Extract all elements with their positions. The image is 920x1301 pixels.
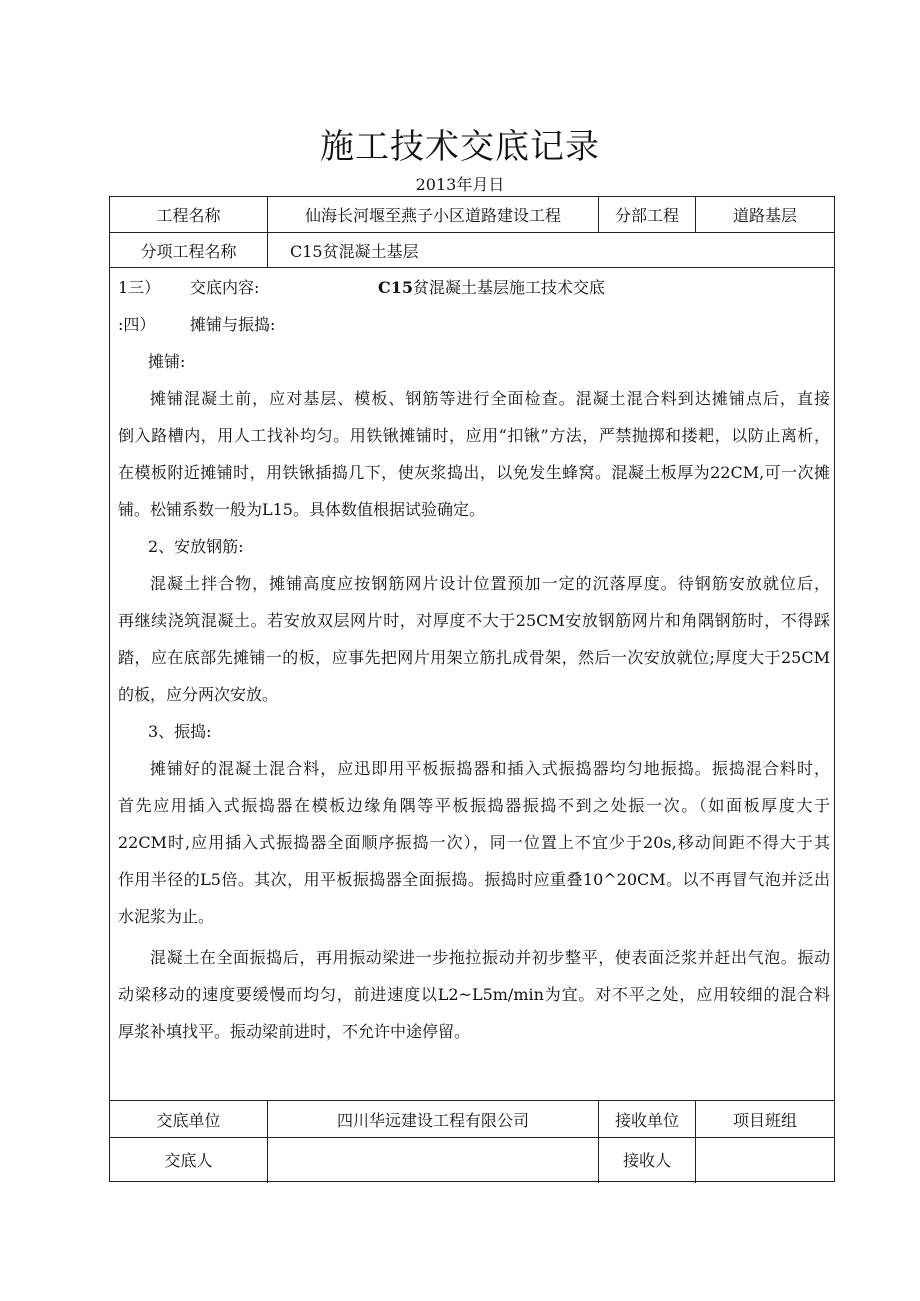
section-number: 1三） — [118, 278, 161, 297]
section-title-text: 贫混凝土基层施工技术交底 — [413, 278, 606, 297]
section-title-code: C15 — [378, 278, 413, 297]
person-label: 交底人 — [164, 1151, 213, 1170]
item2-line: 再继续浇筑混凝土。若安放双层网片时，对厚度不大于25CM安放钢筋网片和角隅钢筋时，不得踩 — [118, 611, 830, 630]
section-title — [378, 269, 605, 306]
receiver-unit-value: 项目班组 — [732, 1110, 797, 1130]
item4-line: 动梁移动的速度要缓慢而均匀，前进速度以L2~L5m/min为宜。对不平之处，应用较细的混合料 — [118, 985, 830, 1004]
row-divider — [110, 267, 834, 268]
person-value — [268, 1138, 598, 1181]
project-name-label: 工程名称 — [156, 206, 221, 225]
item2-title: 2、安放钢筋: — [148, 537, 244, 556]
receiver-unit-label: 接收单位 — [614, 1110, 679, 1130]
item1-line: 在模板附近摊铺时，用铁锹插捣几下，使灰浆捣出，以免发生蜂窝。混凝土板厚为22CM,可一次摊 — [118, 463, 830, 482]
item1-line: 倒入路槽内，用人工找补均匀。用铁锹摊铺时，应用“扣锹”方法，严禁抛掷和搂耙，以防止离析， — [118, 426, 830, 445]
disclosure-table — [109, 196, 835, 1182]
item3-line: 摊铺好的混凝土混合料，应迅即用平板振捣器和插入式振捣器均匀地振捣。振捣混合料时， — [150, 759, 830, 778]
item3-line: 作用半径的L5倍。其次，用平板振捣器全面振捣。振捣时应重叠10^20CM。以不再冒气泡并泛出 — [118, 870, 830, 889]
item3-line: 水泥浆为止。 — [118, 907, 215, 926]
item3-line: 22CM时,应用插入式振捣器全面顺序振捣一次），同一位置上不宜少于20s,移动间距不得大于其 — [118, 833, 830, 852]
division-value: 道路基层 — [732, 206, 797, 225]
section-heading — [118, 269, 830, 306]
item2-line: 踏，应在底部先摊铺一的板，应事先把网片用架立筋扎成骨架，然后一次安放就位;厚度大于25CM — [118, 648, 830, 667]
item1-title: 摊铺: — [148, 352, 186, 371]
subitem-value: C15贫混凝土基层 — [290, 241, 419, 261]
unit-value: 四川华远建设工程有限公司 — [336, 1110, 529, 1130]
item4-line: 厚浆补填找平。振动梁前进时，不允许中途停留。 — [118, 1022, 471, 1041]
disclosure-content — [118, 269, 830, 1050]
subitem-label: 分项工程名称 — [140, 241, 237, 261]
division-label: 分部工程 — [614, 206, 679, 225]
subsection-heading — [118, 306, 830, 343]
receiver-value — [696, 1138, 834, 1181]
item3-title: 3、振捣: — [148, 722, 212, 741]
item3-line: 首先应用插入式振捣器在模板边缘角隅等平板振捣器振捣不到之处振一次。（如面板厚度大于 — [118, 796, 830, 815]
unit-label: 交底单位 — [156, 1110, 221, 1130]
document-date: 2013年月日 — [415, 175, 505, 194]
document-title: 施工技术交底记录 — [320, 127, 600, 167]
project-name-value: 仙海长河堰至燕子小区道路建设工程 — [304, 206, 561, 225]
section-label: 交底内容: — [190, 278, 260, 297]
subsection-number: :四） — [118, 315, 156, 334]
item2-line: 混凝土拌合物，摊铺高度应按钢筋网片设计位置预加一定的沉落厚度。待钢筋安放就位后， — [150, 574, 830, 593]
receiver-label: 接收人 — [622, 1151, 671, 1170]
subsection-label: 摊铺与振捣: — [190, 315, 276, 334]
item1-line: 铺。松铺系数一般为L15。具体数值根据试验确定。 — [118, 500, 485, 519]
item2-line: 的板，应分两次安放。 — [118, 685, 279, 704]
item1-line: 摊铺混凝土前，应对基层、模板、钢筋等进行全面检查。混凝土混合料到达摊铺点后，直接 — [150, 389, 830, 408]
item4-line: 混凝土在全面振捣后，再用振动梁进一步拖拉振动并初步整平，使表面泛浆并赶出气泡。振动 — [150, 948, 830, 967]
